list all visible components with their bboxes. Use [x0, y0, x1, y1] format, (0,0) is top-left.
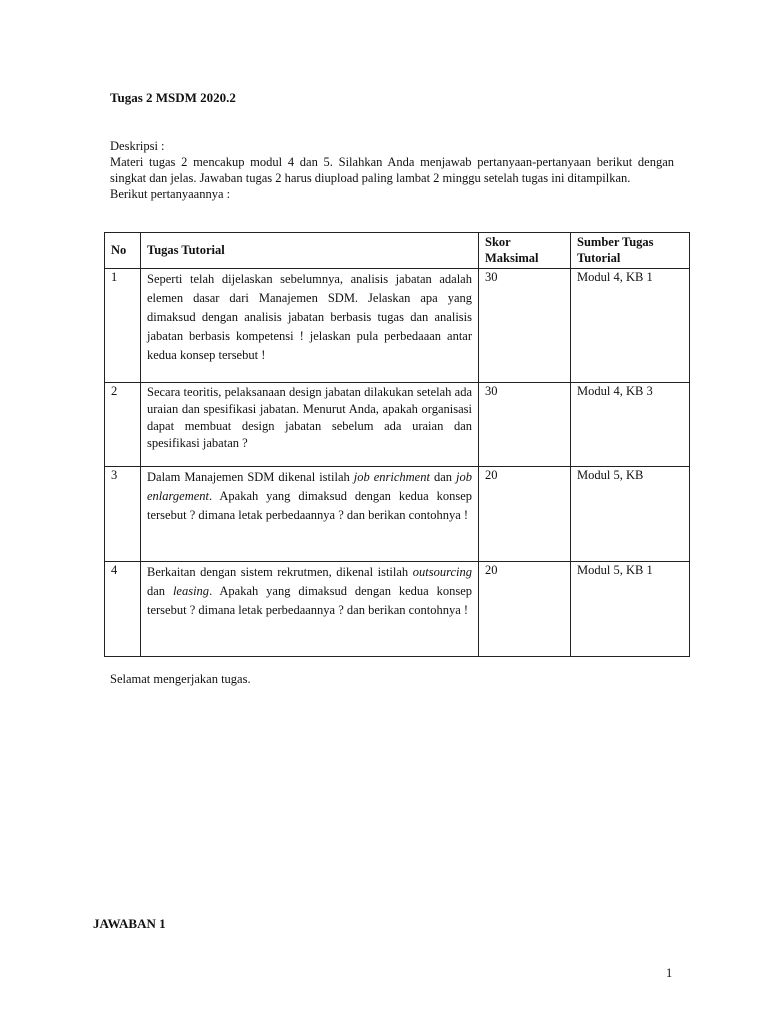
description-section	[110, 138, 674, 202]
table-row	[105, 467, 690, 562]
header-score: Skor Maksimal	[479, 233, 571, 269]
description-text: Materi tugas 2 mencakup modul 4 dan 5. Silahkan Anda menjawab pertanyaan-pertanyaan berikut dengan singkat dan jelas. Jawaban tugas 2 harus diupload paling lambat 2 minggu setelah tugas ini ditampilkan.	[110, 155, 674, 185]
table-header-row	[105, 233, 690, 269]
source-module: Modul 4, KB 1	[571, 269, 690, 383]
task-question	[141, 383, 479, 467]
max-score: 20	[479, 562, 571, 657]
question-text: Dalam Manajemen SDM dikenal istilah	[147, 470, 354, 484]
row-number: 1	[105, 269, 141, 383]
source-module: Modul 5, KB	[571, 467, 690, 562]
source-module: Modul 5, KB 1	[571, 562, 690, 657]
italic-term: job enrichment	[353, 470, 430, 484]
question-text: Seperti telah dijelaskan sebelumnya, analisis jabatan adalah elemen dasar dari Manajemen SDM. Jelaskan apa yang dimaksud dengan analisis jabatan berbasis tugas dan analisis jabatan berbasis kompetensi ! jelaskan pula perbedaaan antar kedua konsep tersebut !	[147, 272, 472, 362]
page-number: 1	[666, 966, 673, 980]
answer-heading: JAWABAN 1	[93, 916, 166, 931]
max-score: 20	[479, 467, 571, 562]
max-score: 30	[479, 269, 571, 383]
questions-intro: Berikut pertanyaannya :	[110, 187, 231, 201]
question-text: . Apakah yang dimaksud dengan kedua konsep tersebut ? dimana letak perbedaannya ? dan berikan contohnya !	[147, 584, 472, 617]
row-number: 2	[105, 383, 141, 467]
task-question	[141, 269, 479, 383]
question-text: dan	[429, 470, 456, 484]
source-module: Modul 4, KB 3	[571, 383, 690, 467]
italic-term: outsourcing	[412, 565, 472, 579]
task-question	[141, 562, 479, 657]
max-score: 30	[479, 383, 571, 467]
question-text: Berkaitan dengan sistem rekrutmen, dikenal istilah	[147, 565, 413, 579]
header-source: Sumber Tugas Tutorial	[571, 233, 690, 269]
document-title: Tugas 2 MSDM 2020.2	[110, 90, 236, 105]
closing-text: Selamat mengerjakan tugas.	[110, 672, 251, 686]
header-task: Tugas Tutorial	[141, 233, 479, 269]
italic-term: leasing	[172, 584, 210, 598]
row-number: 4	[105, 562, 141, 657]
tasks-table	[104, 232, 690, 657]
question-text: . Apakah yang dimaksud dengan kedua konsep tersebut ? dimana letak perbedaannya ? dan berikan contohnya !	[147, 489, 472, 522]
description-label: Deskripsi :	[110, 139, 165, 153]
question-text: Secara teoritis, pelaksanaan design jabatan dilakukan setelah ada uraian dan spesifikasi jabatan. Menurut Anda, apakah organisasi dapat membuat design jabatan sebelum ada uraian dan spesifikasi jabatan ?	[147, 385, 472, 450]
task-question	[141, 467, 479, 562]
table-row	[105, 269, 690, 383]
table-row	[105, 562, 690, 657]
row-number: 3	[105, 467, 141, 562]
table-row	[105, 383, 690, 467]
question-text: dan	[147, 584, 173, 598]
header-no: No	[105, 233, 141, 269]
italic-term: job enlargement	[147, 470, 472, 503]
